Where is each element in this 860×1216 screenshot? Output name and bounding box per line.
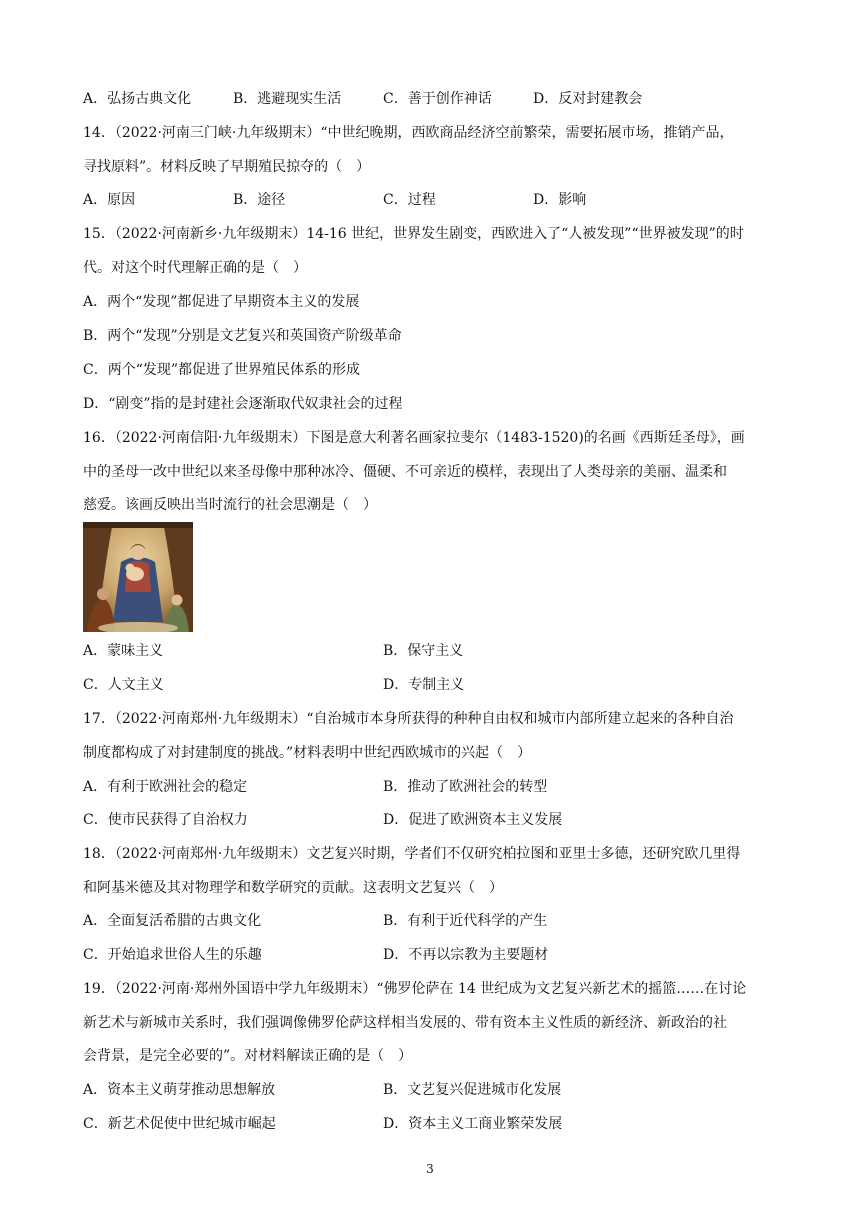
q17-option-d: D．促进了欧洲资本主义发展 — [383, 812, 563, 828]
q16-option-d: D．专制主义 — [383, 677, 465, 693]
q14-option-a: A．原因 — [83, 192, 136, 208]
q13-option-b: B．逃避现实生活 — [233, 91, 342, 107]
q15-option-d: D．“剧变”指的是封建社会逐渐取代奴隶社会的过程 — [83, 396, 403, 412]
q18-option-c: C．开始追求世俗人生的乐趣 — [83, 947, 262, 963]
sistine-madonna-painting — [83, 522, 193, 632]
q16-stem-line-1: 16．（2022·河南信阳·九年级期末）下图是意大利著名画家拉斐尔（1483-1520)的名画《西斯廷圣母》，画 — [83, 430, 745, 446]
q13-option-a: A．弘扬古典文化 — [83, 91, 192, 107]
q16-stem-line-2: 中的圣母一改中世纪以来圣母像中那种冰冷、僵硬、不可亲近的模样，表现出了人类母亲的美丽、温柔和 — [83, 464, 727, 480]
q18-option-a: A．全面复活希腊的古典文化 — [83, 913, 262, 929]
q14-stem-line-2: 寻找原料”。材料反映了早期殖民掠夺的（ ） — [83, 159, 371, 175]
q15-option-a: A．两个“发现”都促进了早期资本主义的发展 — [83, 294, 360, 310]
q19-stem-line-3: 会背景，是完全必要的”。对材料解读正确的是（ ） — [83, 1048, 413, 1064]
q17-stem-line-2: 制度都构成了对封建制度的挑战。”材料表明中世纪西欧城市的兴起（ ） — [83, 745, 532, 761]
q14-stem-line-1: 14．（2022·河南三门峡·九年级期末）“中世纪晚期，西欧商品经济空前繁荣，需要拓展市场，推销产品， — [83, 125, 734, 141]
page-number: 3 — [426, 1162, 434, 1176]
q15-option-c: C．两个“发现”都促进了世界殖民体系的形成 — [83, 362, 361, 378]
q13-option-d: D．反对封建教会 — [533, 91, 643, 107]
q18-option-b: B．有利于近代科学的产生 — [383, 913, 548, 929]
q14-option-c: C．过程 — [383, 192, 436, 208]
q17-stem-line-1: 17．（2022·河南郑州·九年级期末）“自治城市本身所获得的种种自由权和城市内部所建立起来的各种自治 — [83, 711, 734, 727]
q16-stem-line-3: 慈爱。该画反映出当时流行的社会思潮是（ ） — [83, 497, 377, 513]
q17-option-c: C．使市民获得了自治权力 — [83, 812, 248, 828]
q19-option-c: C．新艺术促使中世纪城市崛起 — [83, 1116, 276, 1132]
q19-stem-line-2: 新艺术与新城市关系时，我们强调像佛罗伦萨这样相当发展的、带有资本主义性质的新经济、新政治的社 — [83, 1015, 727, 1031]
q14-option-b: B．途径 — [233, 192, 286, 208]
q15-stem-line-1: 15．（2022·河南新乡·九年级期末）14-16 世纪，世界发生剧变，西欧进入了“人被发现”“世界被发现”的时 — [83, 226, 744, 242]
q13-option-c: C．善于创作神话 — [383, 91, 492, 107]
q14-option-d: D．影响 — [533, 192, 587, 208]
q19-option-b: B．文艺复兴促进城市化发展 — [383, 1082, 562, 1098]
q16-option-b: B．保守主义 — [383, 643, 464, 659]
q16-option-c: C．人文主义 — [83, 677, 164, 693]
q19-stem-line-1: 19．（2022·河南·郑州外国语中学九年级期末）“佛罗伦萨在 14 世纪成为文艺复兴新艺术的摇篮……在讨论 — [83, 981, 747, 997]
q19-option-d: D．资本主义工商业繁荣发展 — [383, 1116, 563, 1132]
q18-option-d: D．不再以宗教为主要题材 — [383, 947, 549, 963]
q15-option-b: B．两个“发现”分别是文艺复兴和英国资产阶级革命 — [83, 328, 402, 344]
q17-option-b: B．推动了欧洲社会的转型 — [383, 779, 548, 795]
q18-stem-line-1: 18．（2022·河南郑州·九年级期末）文艺复兴时期，学者们不仅研究柏拉图和亚里士多德，还研究欧几里得 — [83, 846, 741, 862]
q15-stem-line-2: 代。对这个时代理解正确的是（ ） — [83, 260, 307, 276]
q17-option-a: A．有利于欧洲社会的稳定 — [83, 779, 248, 795]
q16-option-a: A．蒙味主义 — [83, 643, 164, 659]
q19-option-a: A．资本主义萌芽推动思想解放 — [83, 1082, 276, 1098]
q18-stem-line-2: 和阿基米德及其对物理学和数学研究的贡献。这表明文艺复兴（ ） — [83, 880, 503, 896]
